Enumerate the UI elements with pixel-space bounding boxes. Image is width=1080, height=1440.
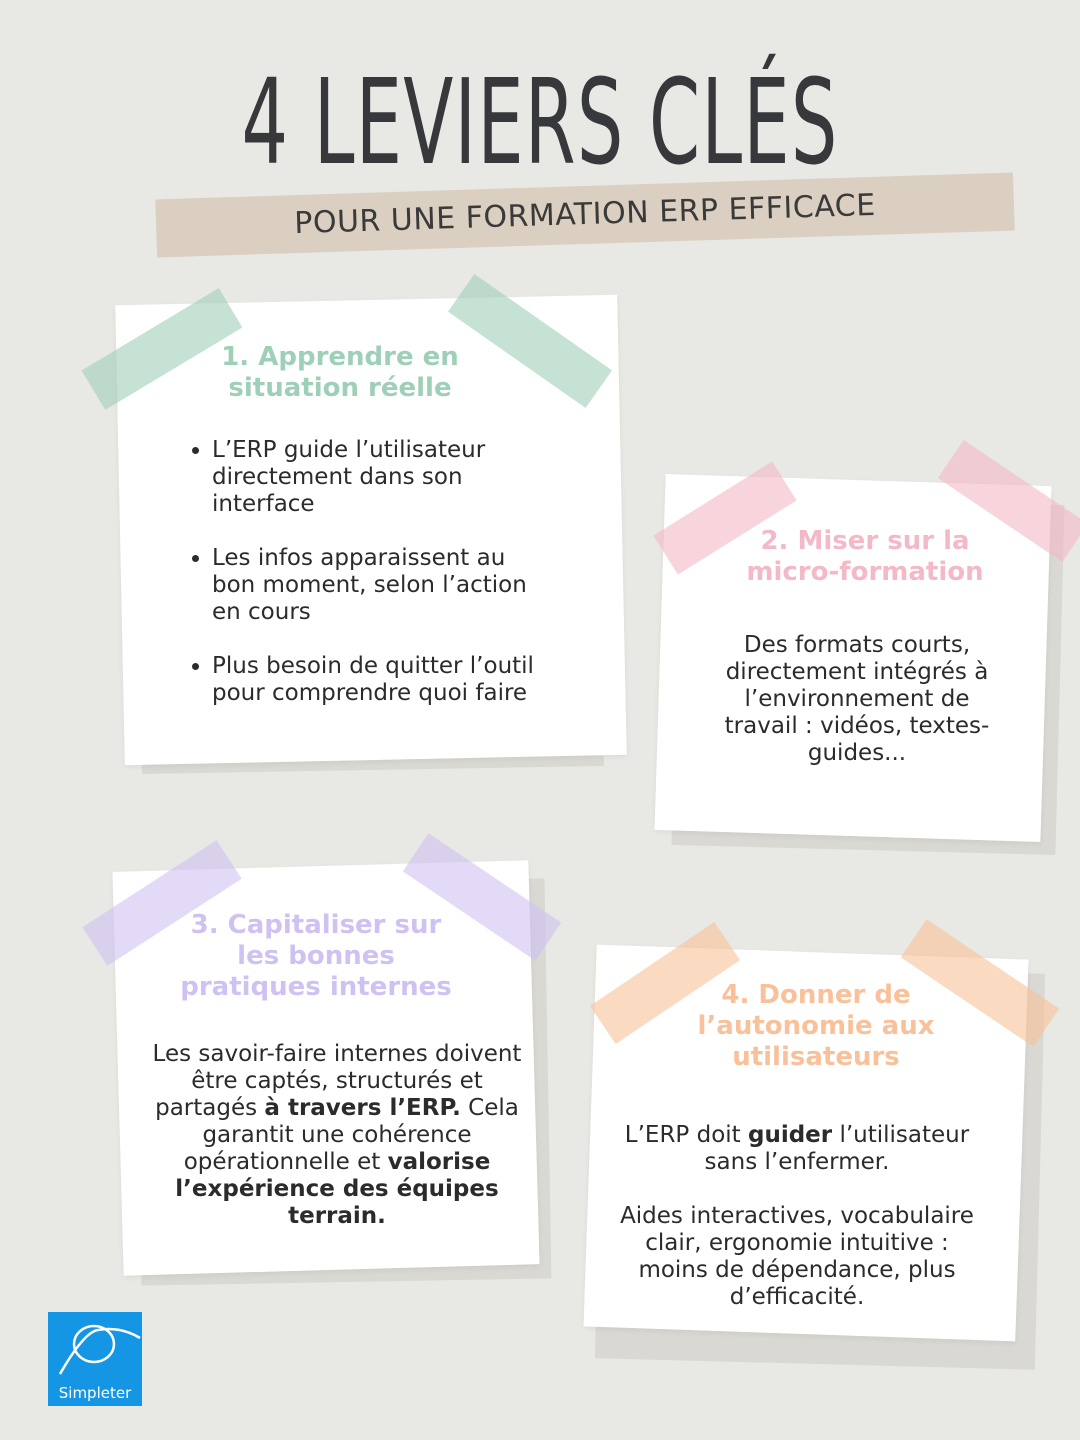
note-4-body bbox=[610, 1122, 984, 1311]
note-3-text: Cela garantit une cohérence opérationnelle et bbox=[183, 1095, 519, 1175]
page-subtitle: POUR UNE FORMATION ERP EFFICACE bbox=[293, 187, 877, 242]
note-1-bullet: • Plus besoin de quitter l’outil pour comprendre quoi faire bbox=[212, 653, 536, 707]
note-4-text: L’ERP doit bbox=[624, 1122, 748, 1148]
note-1-bullet: • L’ERP guide l’utilisateur directement dans son interface bbox=[212, 437, 536, 518]
note-4-title: 4. Donner de l’autonomie aux utilisateurs bbox=[697, 980, 935, 1072]
note-3-title: 3. Capitaliser sur les bonnes pratiques internes bbox=[180, 910, 452, 1002]
note-3-body bbox=[152, 1041, 522, 1230]
note-2-title: 2. Miser sur la micro-formation bbox=[746, 526, 984, 587]
note-3-bold: à travers l’ERP. bbox=[264, 1095, 461, 1121]
simpleter-logo bbox=[48, 1312, 142, 1406]
note-3-bold: valorise l’expérience des équipes terrain. bbox=[175, 1149, 499, 1229]
note-1-bullet: • Les infos apparaissent au bon moment, selon l’action en cours bbox=[212, 545, 536, 626]
logo-label: Simpleter bbox=[58, 1384, 132, 1402]
note-3-text: Les savoir-faire internes doivent être captés, structurés et partagés bbox=[152, 1041, 522, 1121]
note-4-bold: guider bbox=[748, 1122, 833, 1148]
note-1-body bbox=[186, 437, 536, 734]
page-title: 4 LEVIERS CLÉS bbox=[241, 53, 839, 191]
note-4-paragraph-1 bbox=[610, 1122, 984, 1176]
note-4-paragraph-2: Aides interactives, vocabulaire clair, ergonomie intuitive : moins de dépendance, plus d’efficacité. bbox=[620, 1203, 974, 1310]
note-4-text: l’utilisateur sans l’enfermer. bbox=[704, 1122, 970, 1175]
note-1-title: 1. Apprendre en situation réelle bbox=[221, 342, 459, 403]
note-2-body: Des formats courts, directement intégrés à l’environnement de travail : vidéos, textes-guides... bbox=[724, 632, 990, 766]
